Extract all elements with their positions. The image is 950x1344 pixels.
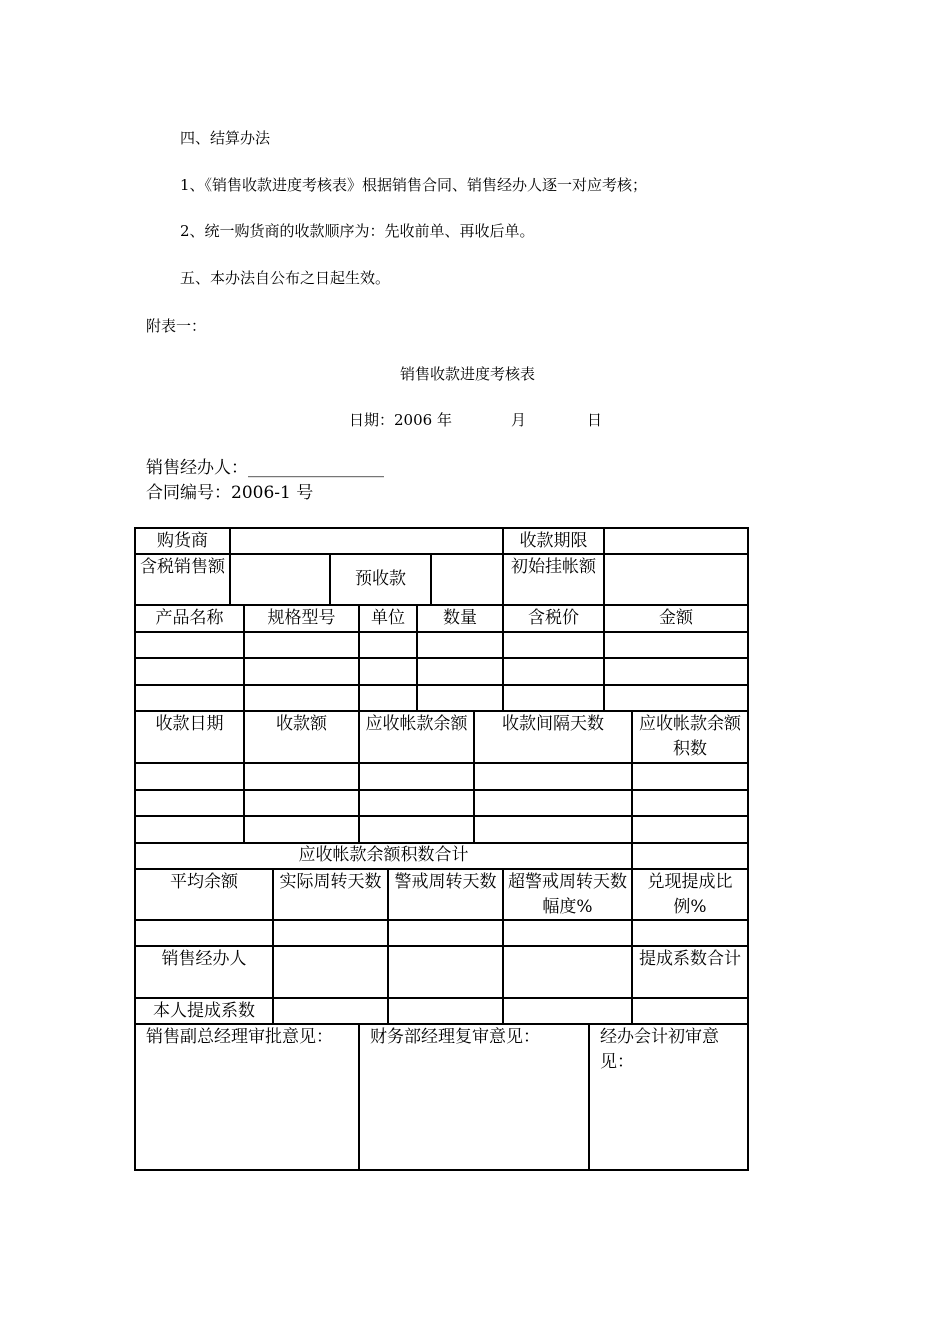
- receipt-amount-header: 收款额: [276, 714, 327, 734]
- tax-sales-value[interactable]: [231, 555, 329, 604]
- tax-sales-label: 含税销售额: [140, 557, 225, 577]
- contract-number-line: 合同编号：2006-1 号: [146, 483, 314, 503]
- initial-balance-value[interactable]: [605, 555, 747, 604]
- prepayment-value[interactable]: [432, 555, 502, 604]
- settlement-item-1: 1、《销售收款进度考核表》根据销售合同、销售经办人逐一对应考核；: [180, 176, 648, 194]
- own-commission-label: 本人提成系数: [153, 1001, 255, 1021]
- unit-header: 单位: [371, 608, 405, 628]
- receivable-total-label: 应收帐款余额积数合计: [298, 845, 469, 865]
- day-label: 日: [587, 411, 603, 429]
- section-heading-effective: 五、本办法自公布之日起生效。: [180, 269, 391, 287]
- month-label: 月: [511, 411, 527, 429]
- receivable-product-header: 应收帐款余额积数: [639, 714, 741, 759]
- date-label: 日期：2006 年: [349, 411, 452, 429]
- buyer-label: 购货商: [157, 531, 208, 551]
- warning-turnover-days-header: 警戒周转天数: [394, 872, 497, 892]
- receipt-date-header: 收款日期: [155, 714, 224, 734]
- sales-agent-line: 销售经办人：________________: [146, 458, 384, 478]
- spec-model-header: 规格型号: [267, 608, 336, 628]
- section-heading-settlement: 四、结算办法: [180, 129, 271, 147]
- appendix-label: 附表一：: [146, 317, 207, 335]
- initial-balance-label: 初始挂帐额: [511, 557, 596, 577]
- commission-ratio-header: 兑现提成比例%: [647, 872, 733, 917]
- payment-period-value[interactable]: [605, 529, 747, 553]
- settlement-item-2: 2、统一购货商的收款顺序为：先收前单、再收后单。: [180, 222, 535, 240]
- receivable-total-value[interactable]: [633, 844, 747, 868]
- commission-total-label: 提成系数合计: [639, 949, 741, 969]
- prepayment-label: 预收款: [355, 569, 406, 589]
- receipt-interval-header: 收款间隔天数: [502, 714, 604, 734]
- amount-header: 金额: [659, 608, 693, 628]
- buyer-value[interactable]: [231, 529, 502, 553]
- receivable-balance-header: 应收帐款余额: [365, 714, 468, 734]
- finance-review-opinion[interactable]: 财务部经理复审意见：: [370, 1027, 540, 1047]
- accountant-review-opinion[interactable]: 经办会计初审意见：: [600, 1027, 719, 1072]
- over-warning-range-header: 超警戒周转天数幅度%: [508, 872, 627, 917]
- actual-turnover-days-header: 实际周转天数: [279, 872, 382, 892]
- form-title: 销售收款进度考核表: [400, 365, 536, 383]
- average-balance-header: 平均余额: [170, 872, 238, 892]
- product-name-header: 产品名称: [155, 608, 224, 628]
- tax-price-header: 含税价: [528, 608, 579, 628]
- sales-agent-label: 销售经办人: [161, 949, 247, 969]
- vp-approval-opinion[interactable]: 销售副总经理审批意见：: [146, 1027, 333, 1047]
- payment-period-label: 收款期限: [519, 531, 588, 551]
- quantity-header: 数量: [443, 608, 477, 628]
